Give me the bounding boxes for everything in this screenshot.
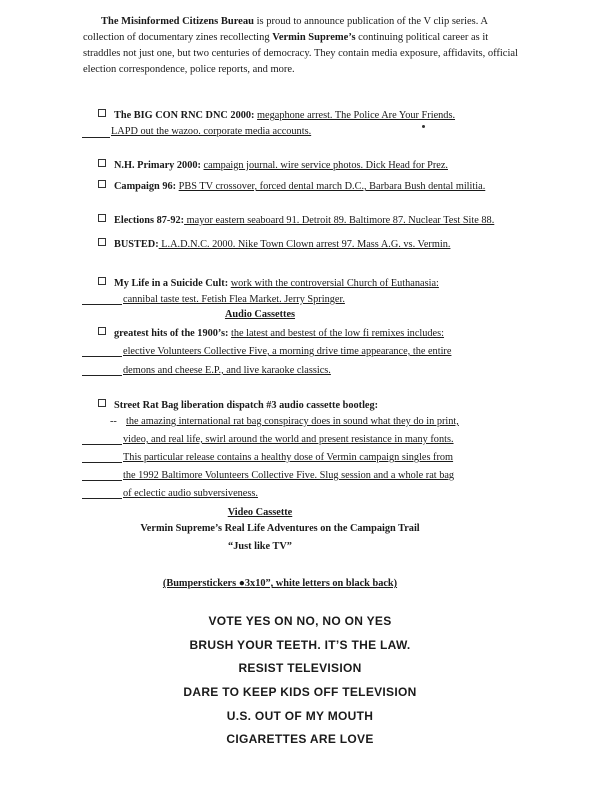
slogan-1: VOTE YES ON NO, NO ON YES (208, 614, 392, 628)
org-name: The Misinformed Citizens Bureau (101, 16, 254, 27)
item-title: BUSTED: (114, 239, 159, 250)
speck (422, 125, 425, 128)
fill-line (82, 498, 122, 499)
intro-text-1: is proud to announce publication of the V clip series. A collection of documentary zines recollecting (83, 16, 488, 43)
fill-line (82, 480, 122, 481)
item-desc: the latest and bestest of the low fi remixes includes: (230, 328, 445, 339)
item-title: My Life in a Suicide Cult: (114, 278, 229, 289)
item-busted (98, 237, 450, 252)
item-campaign96 (98, 179, 485, 194)
item-desc: PBS TV crossover, forced dental march D.C., Barbara Bush dental militia. (178, 181, 486, 192)
item-desc: L.A.D.N.C. 2000. Nike Town Clown arrest 97. Mass A.G. vs. Vermin. (158, 239, 451, 250)
item-bigcon (98, 108, 455, 123)
bumper-heading: (Bumperstickers ●3x10”, white letters on black back) (162, 578, 398, 589)
checkbox-icon (98, 327, 106, 335)
video-subtitle: “Just like TV” (228, 541, 292, 552)
fill-line (82, 137, 110, 138)
street-desc: This particular release contains a healthy dose of Vermin campaign singles from (123, 452, 454, 463)
item-title: Elections 87-92: (114, 215, 185, 226)
item-desc: mayor eastern seaboard 91. Detroit 89. Baltimore 87. Nuclear Test Site 88. (184, 215, 495, 226)
vermin-name: Vermin Supreme’s (272, 32, 356, 43)
slogan-5: U.S. OUT OF MY MOUTH (226, 709, 374, 723)
item-cult (98, 276, 439, 291)
video-title: Vermin Supreme’s Real Life Adventures on the Campaign Trail (140, 523, 420, 534)
item-desc-cont: elective Volunteers Collective Five, a morning drive time appearance, the entire (123, 346, 452, 357)
street-desc: the 1992 Baltimore Volunteers Collective Five. Slug session and a whole rat bag (123, 470, 455, 481)
fill-line (82, 375, 122, 376)
item-title: N.H. Primary 2000: (114, 160, 201, 171)
street-desc: the amazing international rat bag conspiracy does in sound what they do in print, (126, 416, 459, 427)
slogan-2: BRUSH YOUR TEETH. IT’S THE LAW. (189, 638, 411, 652)
item-title: The BIG CON RNC DNC 2000: (114, 110, 255, 121)
checkbox-icon (98, 109, 106, 117)
intro-paragraph (83, 14, 523, 78)
slogan-3: RESIST TELEVISION (238, 661, 362, 675)
item-desc: work with the controversial Church of Euthanasia: (230, 278, 439, 289)
slogan-4: DARE TO KEEP KIDS OFF TELEVISION (183, 685, 417, 699)
checkbox-icon (98, 277, 106, 285)
audio-heading: Audio Cassettes (224, 309, 296, 320)
slogan-6: CIGARETTES ARE LOVE (226, 732, 374, 746)
item-desc: megaphone arrest. The Police Are Your Friends. (257, 110, 456, 121)
item-title: Campaign 96: (114, 181, 177, 192)
item-title: Street Rat Bag liberation dispatch #3 audio cassette bootleg: (114, 400, 379, 411)
item-desc-cont: cannibal taste test. Fetish Flea Market. Jerry Springer. (123, 294, 345, 305)
street-desc: video, and real life, swirl around the world and present resistance in many fonts. (123, 434, 454, 445)
item-desc: campaign journal. wire service photos. Dick Head for Prez. (203, 160, 448, 171)
fill-line (82, 462, 122, 463)
checkbox-icon (98, 180, 106, 188)
checkbox-icon (98, 159, 106, 167)
item-street-rat-bag (98, 398, 378, 413)
item-desc-cont: demons and cheese E.P., and live karaoke classics. (123, 365, 331, 376)
fill-line (82, 304, 122, 305)
checkbox-icon (98, 399, 106, 407)
item-title: greatest hits of the 1900’s: (114, 328, 229, 339)
checkbox-icon (98, 238, 106, 246)
street-desc: of eclectic audio subversiveness. (123, 488, 258, 499)
fill-line (82, 444, 122, 445)
street-dash: -- (110, 416, 117, 427)
intro-text-2: continuing political career as it straddles not just one, but two centuries of democracy. They contain media exposure, affidavits, official election correspondence, police reports, and more. (83, 32, 518, 75)
checkbox-icon (98, 214, 106, 222)
item-nh (98, 158, 448, 173)
video-heading: Video Cassette (227, 507, 293, 518)
item-desc-cont: LAPD out the wazoo. corporate media accounts. (111, 126, 312, 137)
fill-line (82, 356, 122, 357)
item-greatest-hits (98, 326, 444, 341)
item-elections (98, 213, 494, 228)
